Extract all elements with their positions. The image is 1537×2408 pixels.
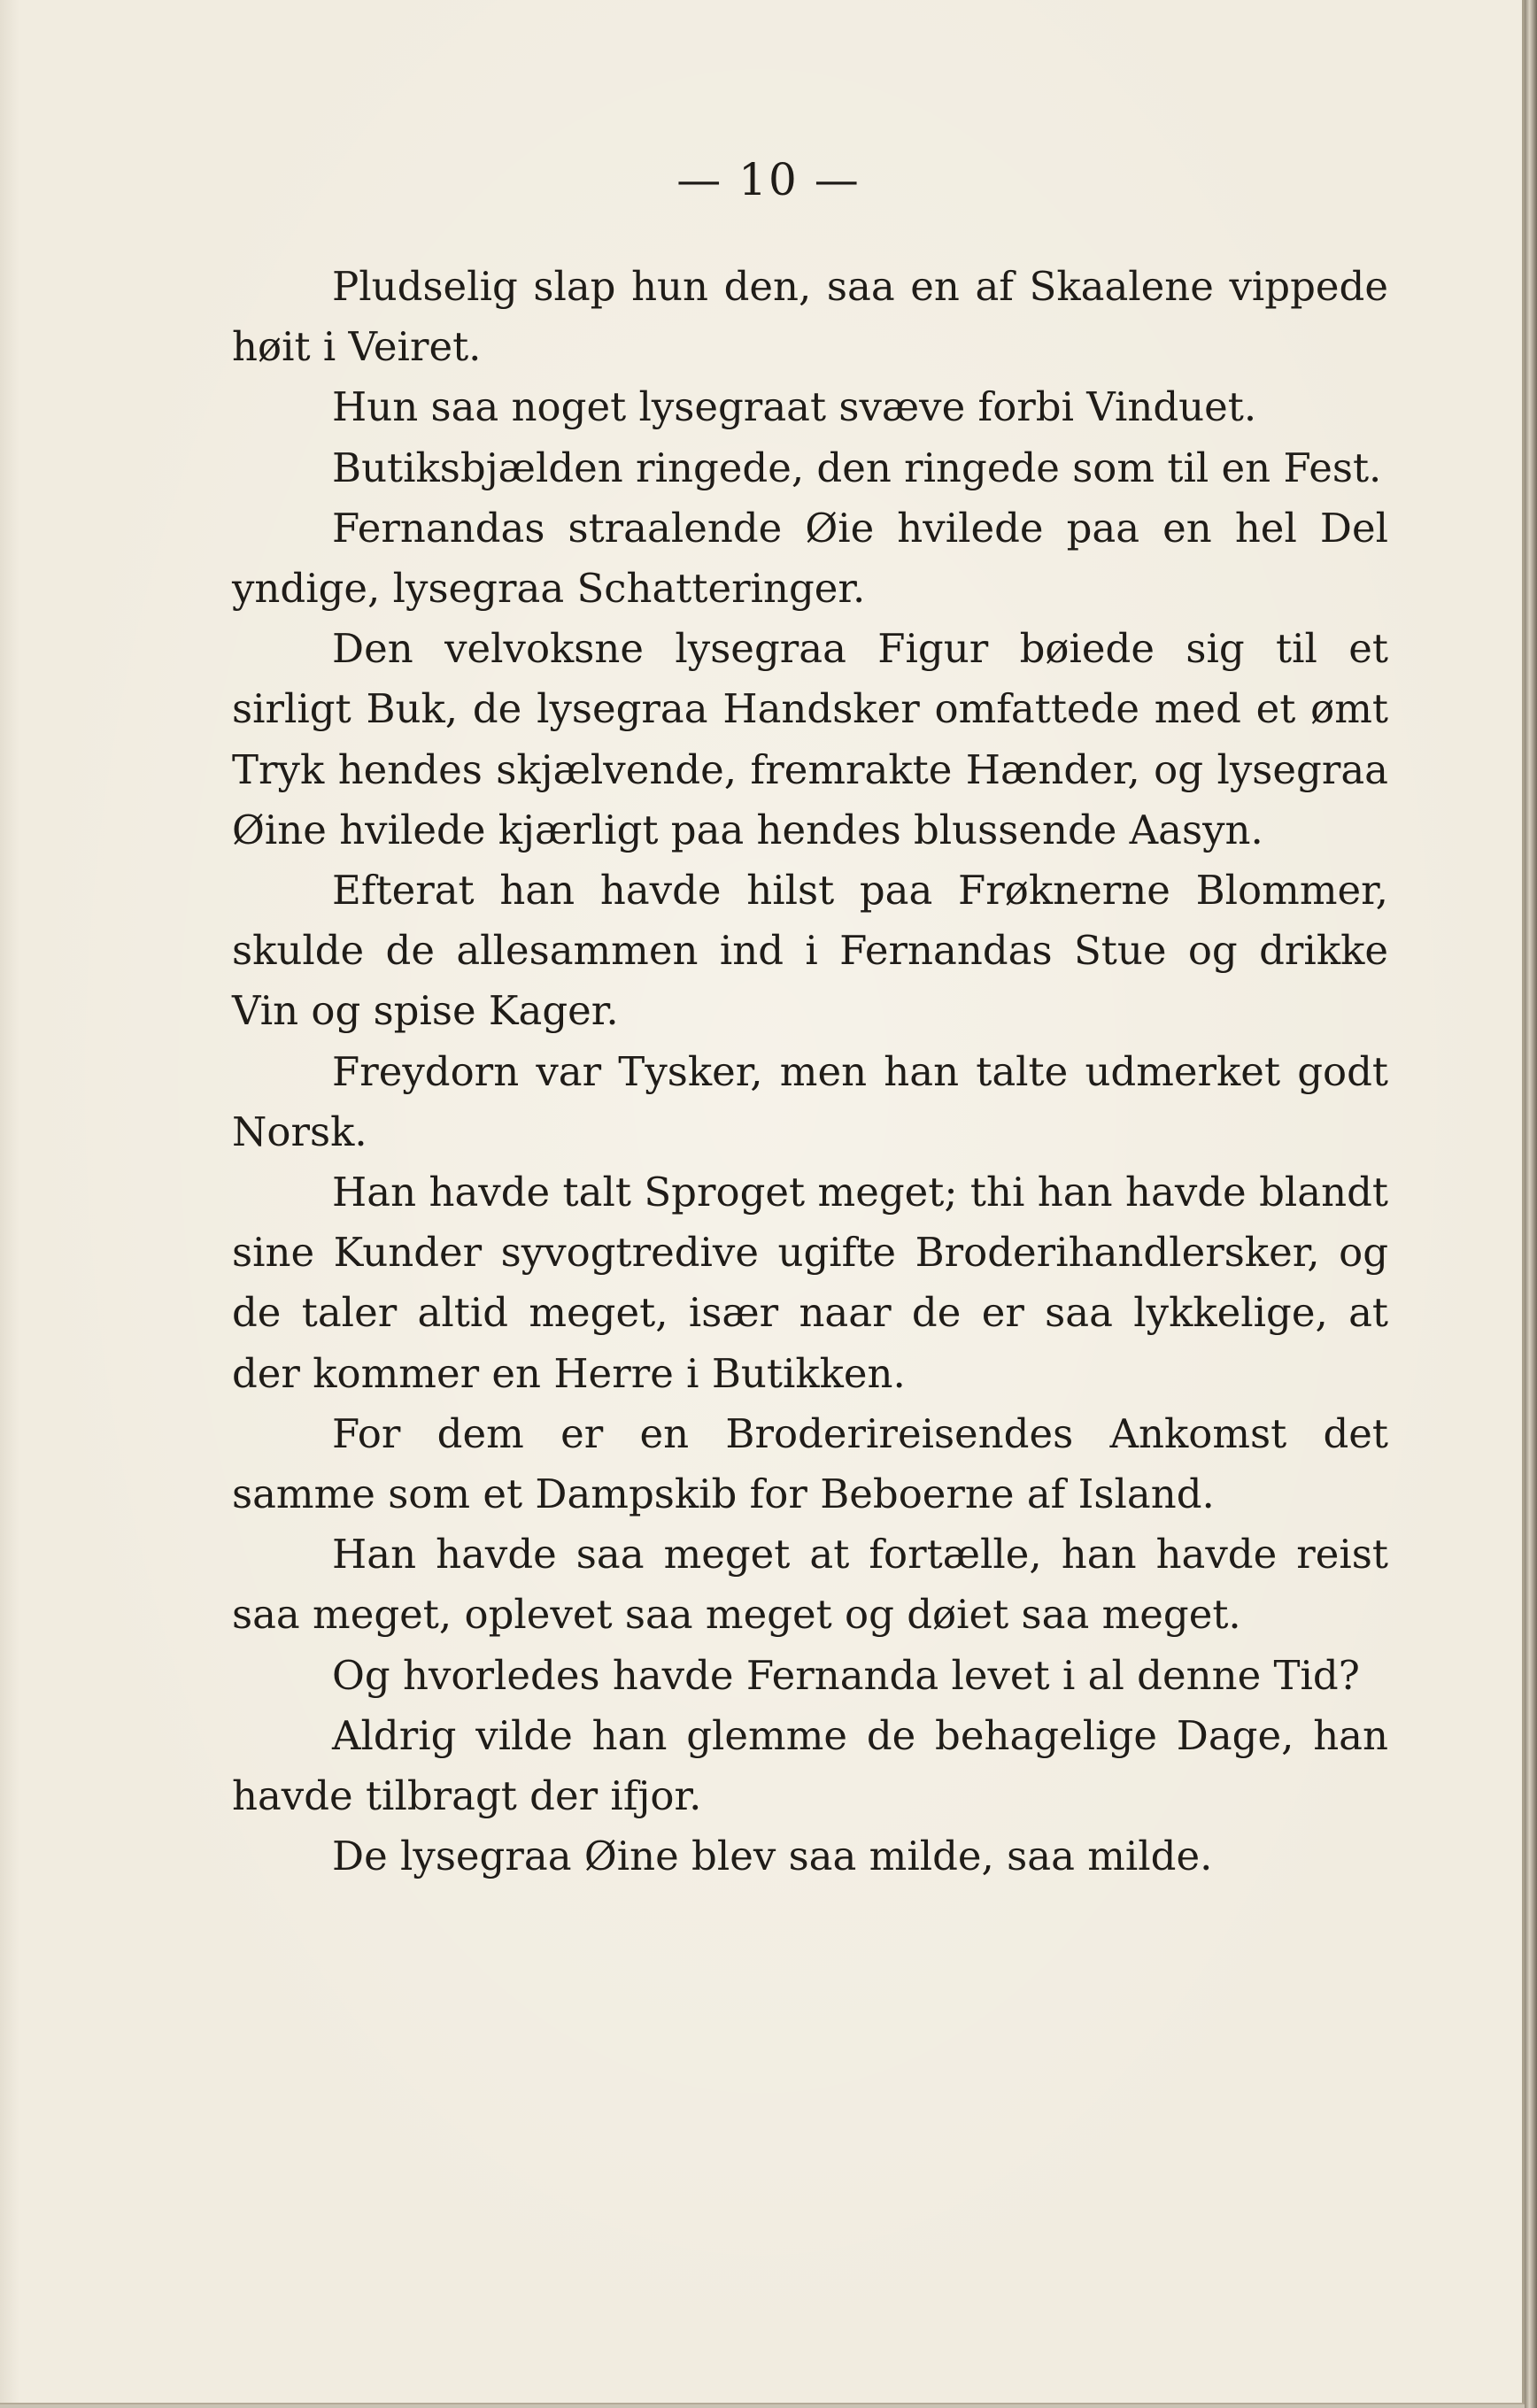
paragraph: For dem er en Broderireisendes Ankomst det samme som et Dampskib for Beboerne af Island. — [232, 1409, 1388, 1518]
paragraph: Freydorn var Tysker, men han talte udmerket godt Norsk. — [232, 1047, 1388, 1155]
paragraph: Den velvoksne lysegraa Figur bøiede sig til et sirligt Buk, de lysegraa Handsker omfattede med et ømt Tryk hendes skjælvende, fremrakte Hænder, og lysegraa Øine hvilede kjærligt paa hendes blussende Aasyn. — [232, 625, 1388, 853]
paragraph: De lysegraa Øine blev saa milde, saa milde. — [332, 1833, 1213, 1880]
paragraph: Han havde saa meget at fortælle, han havde reist saa meget, oplevet saa meget og døiet saa meget. — [232, 1531, 1388, 1639]
page-number: — 10 — — [676, 154, 861, 205]
paragraph: Aldrig vilde han glemme de behagelige Dage, han havde tilbragt der ifjor. — [232, 1711, 1388, 1820]
paragraph: Butiksbjælden ringede, den ringede som til en Fest. — [332, 444, 1382, 491]
paragraph: Efterat han havde hilst paa Frøknerne Blommer, skulde de allesammen ind i Fernandas Stue og drikke Vin og spise Kager. — [232, 867, 1388, 1035]
paragraph: Fernandas straalende Øie hvilede paa en hel Del yndige, lysegraa Schatteringer. — [232, 504, 1388, 613]
paragraph: Han havde talt Sproget meget; thi han havde blandt sine Kunder syvogtredive ugifte Broderihandlersker, og de taler altid meget, især naar de er saa lykkelige, at der kommer en Herre i Butikken. — [232, 1169, 1388, 1397]
page-edge-shadow — [1525, 0, 1537, 2408]
paragraph: Pludselig slap hun den, saa en af Skaalene vippede høit i Veiret. — [232, 263, 1388, 371]
paragraph: Og hvorledes havde Fernanda levet i al denne Tid? — [332, 1651, 1360, 1699]
paragraph: Hun saa noget lysegraat svæve forbi Vinduet. — [332, 383, 1257, 431]
body-text — [232, 257, 1388, 1887]
